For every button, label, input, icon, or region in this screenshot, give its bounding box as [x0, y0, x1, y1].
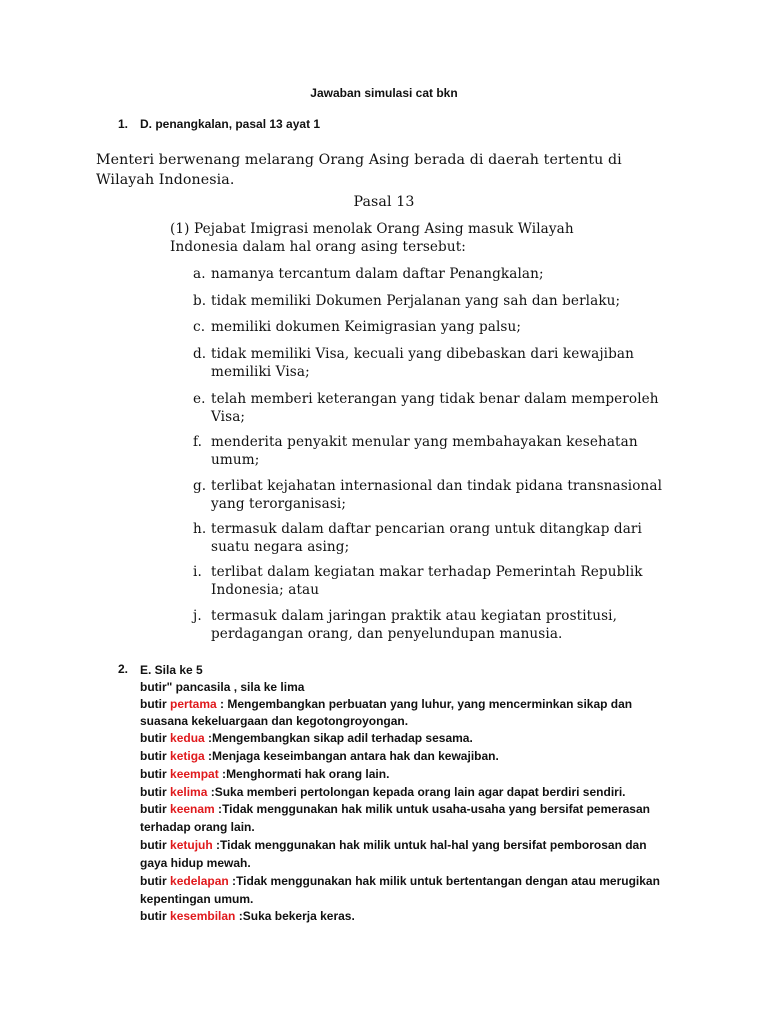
butir-word: butir — [140, 802, 167, 816]
list-item-text: namanya tercantum dalam daftar Penangkalan; — [211, 266, 544, 282]
butir-ordinal: kedelapan — [170, 874, 229, 888]
butir-word: butir — [140, 767, 167, 781]
pasal-heading: Pasal 13 — [353, 194, 415, 210]
butir-line — [140, 908, 355, 925]
list-item — [193, 345, 683, 381]
list-item-letter: a. — [193, 266, 206, 282]
butir-separator: : — [214, 802, 223, 816]
list-item-letter: c. — [193, 319, 206, 335]
document-title: Jawaban simulasi cat bkn — [310, 86, 458, 100]
butir-separator: : — [235, 909, 243, 923]
butir-separator: : — [204, 749, 213, 763]
butir-ordinal: ketujuh — [170, 838, 213, 852]
butir-word: butir — [140, 749, 167, 763]
butir-separator: : — [216, 697, 228, 711]
list-item-letter: f. — [193, 434, 203, 450]
list-item-text: terlibat dalam kegiatan makar terhadap Pemerintah Republik Indonesia; atau — [211, 564, 643, 598]
butir-text: Tidak menggunakan hak milik untuk bertentangan dengan atau merugikan — [236, 874, 660, 888]
list-item-letter: h. — [193, 521, 207, 537]
q2-subheading: butir" pancasila , sila ke lima — [140, 680, 305, 694]
butir-word: butir — [140, 697, 167, 711]
list-item-text: telah memberi keterangan yang tidak benar dalam memperoleh Visa; — [211, 391, 659, 425]
list-item-text: termasuk dalam jaringan praktik atau kegiatan prostitusi, perdagangan orang, dan penyelundupan manusia. — [211, 608, 618, 642]
list-item-text: tidak memiliki Visa, kecuali yang dibebaskan dari kewajiban memiliki Visa; — [211, 346, 634, 380]
butir-text: Tidak menggunakan hak milik untuk hal-hal yang bersifat pemborosan dan — [220, 838, 647, 852]
butir-line — [140, 766, 389, 783]
question-1-number: 1. — [118, 117, 129, 131]
butir-ordinal: pertama — [170, 697, 217, 711]
list-item-text: tidak memiliki Dokumen Perjalanan yang sah dan berlaku; — [211, 293, 621, 309]
butir-separator: : — [212, 838, 221, 852]
question-2-number: 2. — [118, 662, 129, 676]
butir-ordinal: kedua — [170, 731, 205, 745]
butir-line — [140, 801, 650, 818]
list-item-text: memiliki dokumen Keimigrasian yang palsu; — [211, 319, 522, 335]
butir-line — [140, 696, 632, 713]
butir-ordinal: keenam — [170, 802, 215, 816]
list-item — [193, 477, 683, 513]
list-item-letter: j. — [193, 608, 202, 624]
butir-text-continued: suasana kekeluargaan dan kegotongroyongan. — [140, 714, 409, 728]
list-item-letter: b. — [193, 293, 207, 309]
list-item-text: menderita penyakit menular yang membahayakan kesehatan umum; — [211, 434, 638, 468]
list-item — [193, 265, 683, 283]
butir-text-continued: gaya hidup mewah. — [140, 856, 251, 870]
question-1-answer: D. penangkalan, pasal 13 ayat 1 — [140, 117, 321, 131]
question-2-answer: E. Sila ke 5 — [140, 663, 203, 677]
q1-intro-paragraph: Menteri berwenang melarang Orang Asing berada di daerah tertentu di Wilayah Indonesia. — [96, 152, 622, 188]
list-item — [193, 520, 683, 556]
list-item-letter: i. — [193, 564, 202, 580]
butir-text: Menghormati hak orang lain. — [226, 767, 390, 781]
list-item-text: terlibat kejahatan internasional dan tindak pidana transnasional yang terorganisasi; — [211, 478, 663, 512]
butir-separator: : — [204, 731, 213, 745]
butir-line — [140, 730, 473, 747]
butir-line — [140, 873, 660, 890]
butir-text: Tidak menggunakan hak milik untuk usaha-usaha yang bersifat pemerasan — [222, 802, 650, 816]
butir-text-continued: kepentingan umum. — [140, 892, 254, 906]
list-item-letter: e. — [193, 391, 206, 407]
butir-text: Suka memberi pertolongan kepada orang lain agar dapat berdiri sendiri. — [214, 785, 626, 799]
butir-line — [140, 748, 499, 765]
butir-separator: : — [218, 767, 227, 781]
butir-word: butir — [140, 731, 167, 745]
butir-text: Suka bekerja keras. — [242, 909, 355, 923]
list-item — [193, 607, 683, 643]
list-item — [193, 563, 683, 599]
butir-word: butir — [140, 785, 167, 799]
butir-ordinal: ketiga — [170, 749, 205, 763]
butir-separator: : — [228, 874, 237, 888]
butir-ordinal: kesembilan — [170, 909, 236, 923]
butir-text: Menjaga keseimbangan antara hak dan kewajiban. — [212, 749, 499, 763]
butir-text: Mengembangkan sikap adil terhadap sesama. — [212, 731, 473, 745]
butir-word: butir — [140, 838, 167, 852]
butir-word: butir — [140, 874, 167, 888]
butir-ordinal: keempat — [170, 767, 219, 781]
list-item-letter: d. — [193, 346, 207, 362]
list-item — [193, 433, 683, 469]
butir-line — [140, 837, 647, 854]
butir-text: Mengembangkan perbuatan yang luhur, yang mencerminkan sikap dan — [227, 697, 633, 711]
list-item — [193, 390, 683, 426]
butir-line — [140, 784, 626, 801]
list-item — [193, 292, 683, 310]
butir-separator: : — [207, 785, 215, 799]
butir-word: butir — [140, 909, 167, 923]
list-item-letter: g. — [193, 478, 207, 494]
butir-text-continued: terhadap orang lain. — [140, 820, 255, 834]
pasal-clause-1: (1) Pejabat Imigrasi menolak Orang Asing masuk Wilayah Indonesia dalam hal orang asing tersebut: — [170, 221, 574, 255]
butir-ordinal: kelima — [170, 785, 208, 799]
list-item — [193, 318, 683, 336]
list-item-text: termasuk dalam daftar pencarian orang untuk ditangkap dari suatu negara asing; — [211, 521, 642, 555]
